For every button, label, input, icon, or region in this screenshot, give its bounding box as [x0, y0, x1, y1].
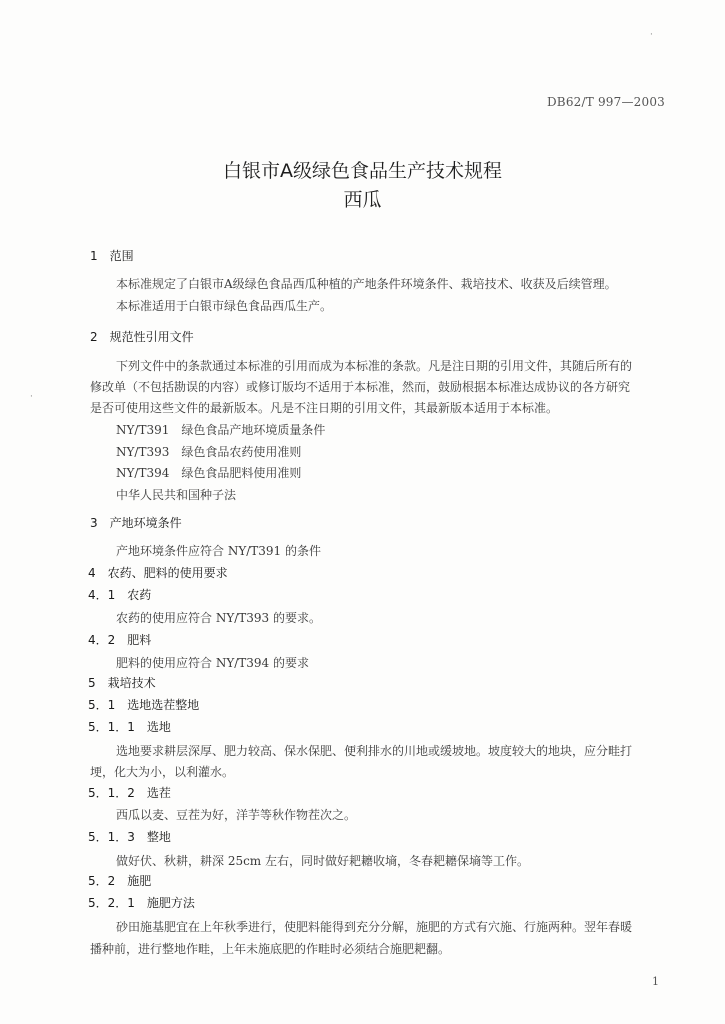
section-5-1-1-line-2: 埂，化大为小，以利灌水。: [90, 765, 235, 779]
section-2-paragraph-line-3: 是否可使用这些文件的最新版本。凡是不注日期的引用文件，其最新版本适用于本标准。: [90, 401, 559, 415]
section-5-1-heading: 5．1 选地选茬整地: [88, 698, 200, 712]
section-5-2-1-heading: 5．2．1 施肥方法: [88, 896, 195, 910]
section-4-2-heading: 4．2 肥料: [88, 633, 152, 647]
reference-item: NY/T391 绿色食品产地环境质量条件: [116, 423, 326, 437]
section-4-heading: 4 农药、肥料的使用要求: [88, 566, 228, 580]
scan-speck: ·: [650, 30, 653, 40]
section-5-1-1-line-1: 选地要求耕层深厚、肥力较高、保水保肥、便利排水的川地或缓坡地。坡度较大的地块，应分畦打: [116, 744, 633, 758]
section-4-1-heading: 4．1 农药: [88, 588, 152, 602]
section-1-heading: 1 范围: [90, 249, 134, 263]
reference-item: NY/T394 绿色食品肥料使用准则: [116, 466, 302, 480]
section-1-paragraph-2: 本标准适用于白银市绿色食品西瓜生产。: [116, 299, 333, 313]
section-4-1-text: 农药的使用应符合 NY/T393 的要求。: [116, 611, 322, 625]
section-3-paragraph: 产地环境条件应符合 NY/T391 的条件: [116, 544, 322, 558]
section-5-1-3-heading: 5．1．3 整地: [88, 830, 171, 844]
section-4-2-text: 肥料的使用应符合 NY/T394 的要求: [116, 656, 310, 670]
section-5-1-2-text: 西瓜以麦、豆茬为好，洋芋等秋作物茬次之。: [116, 808, 357, 822]
section-5-heading: 5 栽培技术: [88, 676, 156, 690]
section-3-heading: 3 产地环境条件: [90, 516, 182, 530]
section-1-paragraph-1: 本标准规定了白银市A级绿色食品西瓜种植的产地条件环境条件、栽培技术、收获及后续管理。: [116, 277, 617, 291]
document-title: 白银市A级绿色食品生产技术规程: [223, 160, 502, 182]
page-number: 1: [652, 975, 659, 988]
section-5-2-1-line-2: 播种前，进行整地作畦，上年未施底肥的作畦时必须结合施肥耙翻。: [90, 942, 451, 956]
section-5-1-3-text: 做好伏、秋耕，耕深 25cm 左右，同时做好耙耱收墒，冬春耙耱保墒等工作。: [116, 854, 530, 868]
section-5-1-1-heading: 5．1．1 选地: [88, 720, 171, 734]
section-2-paragraph-line-2: 修改单（不包括勘误的内容）或修订版均不适用于本标准，然而，鼓励根据本标准达成协议的各方研究: [90, 380, 631, 394]
document-subtitle: 西瓜: [343, 189, 382, 211]
section-5-1-2-heading: 5．1．2 选茬: [88, 786, 171, 800]
section-5-2-1-line-1: 砂田施基肥宜在上年秋季进行，使肥料能得到充分分解，施肥的方式有穴施、行施两种。翌年春暖: [116, 920, 633, 934]
scan-speck: ·: [30, 392, 33, 402]
standard-code: DB62/T 997—2003: [546, 95, 665, 109]
reference-item: 中华人民共和国种子法: [116, 488, 237, 502]
section-2-paragraph-line-1: 下列文件中的条款通过本标准的引用而成为本标准的条款。凡是注日期的引用文件，其随后所有的: [116, 359, 633, 373]
section-5-2-heading: 5．2 施肥: [88, 874, 152, 888]
section-2-heading: 2 规范性引用文件: [90, 330, 194, 344]
reference-item: NY/T393 绿色食品农药使用准则: [116, 445, 302, 459]
